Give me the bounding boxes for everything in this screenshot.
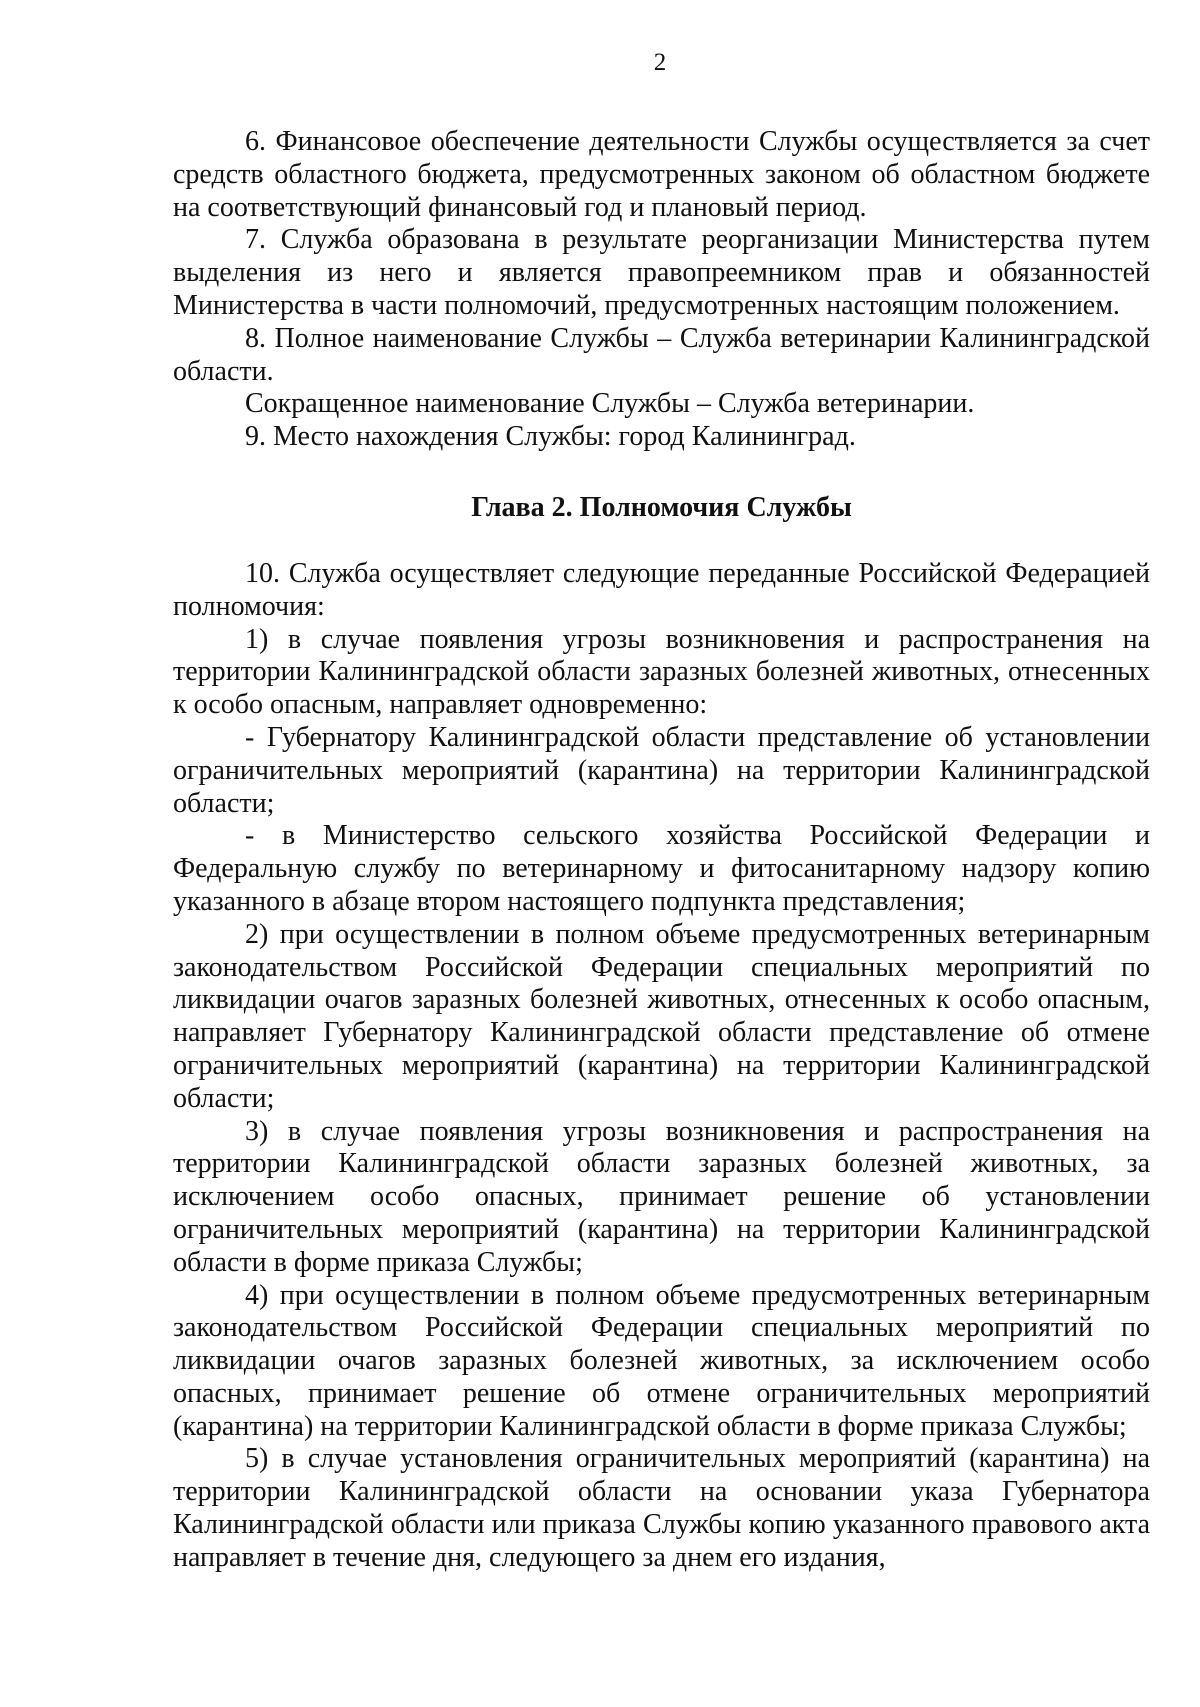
subitem-1: 1) в случае появления угрозы возникновения и распространения на территории Калининградской области заразных болезней животных, отнесенных к особо опасным, направляет одновременно: [173, 623, 1150, 721]
paragraph-10: 10. Служба осуществляет следующие переданные Российской Федерацией полномочия: [173, 557, 1150, 622]
subitem-1-dash-governor: - Губернатору Калининградской области представление об установлении ограничительных мероприятий (карантина) на территории Калининградской области; [173, 721, 1150, 819]
subitem-3: 3) в случае появления угрозы возникновения и распространения на территории Калининградской области заразных болезней животных, за исключением особо опасных, принимает решение об установлении ограничительных мероприятий (карантина) на территории Калининградской области в форме приказа Службы; [173, 1115, 1150, 1278]
document-body [173, 126, 1150, 1575]
paragraph-8-short-name: Сокращенное наименование Службы – Служба ветеринарии. [245, 388, 975, 420]
subitem-5: 5) в случае установления ограничительных мероприятий (карантина) на территории Калининградской области на основании указа Губернатора Калининградской области или приказа Службы копию указанного правового акта направляет в течение дня, следующего за днем его издания, [173, 1443, 1150, 1573]
page-number: 2 [653, 49, 667, 76]
paragraph-7: 7. Служба образована в результате реорганизации Министерства путем выделения из него и является правопреемником прав и обязанностей Министерства в части полномочий, предусмотренных настоящим положением. [173, 224, 1150, 321]
paragraph-8: 8. Полное наименование Службы – Служба ветеринарии Калининградской области. [173, 322, 1150, 387]
subitem-2: 2) при осуществлении в полном объеме предусмотренных ветеринарным законодательством Российской Федерации специальных мероприятий по ликвидации очагов заразных болезней животных, отнесенных к особо опасным, направляет Губернатору Калининградской области представление об отмене ограничительных мероприятий (карантина) на территории Калининградской области; [173, 918, 1150, 1114]
subitem-4: 4) при осуществлении в полном объеме предусмотренных ветеринарным законодательством Российской Федерации специальных мероприятий по ликвидации очагов заразных болезней животных, за исключением особо опасных, принимает решение об отмене ограничительных мероприятий (карантина) на территории Калининградской области в форме приказа Службы; [173, 1279, 1150, 1442]
subitem-1-dash-ministry: - в Министерство сельского хозяйства Российской Федерации и Федеральную службу по ветеринарному и фитосанитарному надзору копию указанного в абзаце втором настоящего подпункта представления; [173, 820, 1150, 917]
paragraph-6: 6. Финансовое обеспечение деятельности Службы осуществляется за счет средств областного бюджета, предусмотренных законом об областном бюджете на соответствующий финансовый год и плановый период. [173, 126, 1150, 223]
chapter-heading: Глава 2. Полномочия Службы [471, 491, 852, 523]
paragraph-9: 9. Место нахождения Службы: город Калининград. [245, 421, 856, 453]
